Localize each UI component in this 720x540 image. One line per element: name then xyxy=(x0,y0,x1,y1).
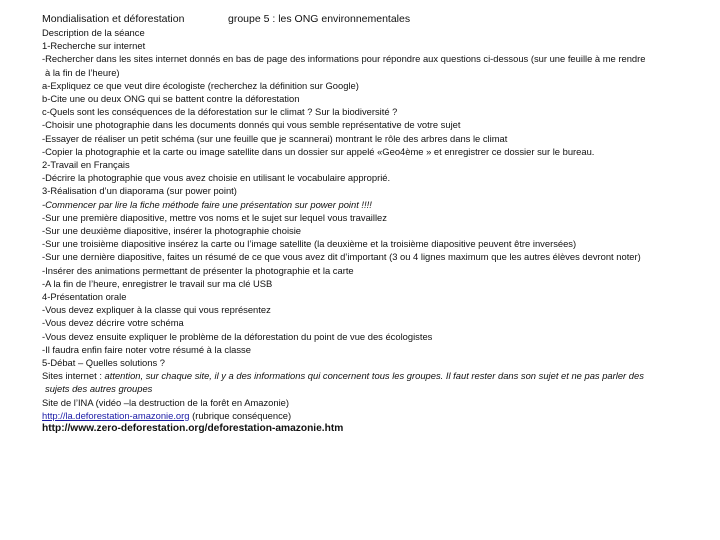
instruction-line: -Insérer des animations permettant de présenter la photographie et la carte xyxy=(42,264,354,276)
instruction-line: -Sur une deuxième diapositive, insérer la photographie choisie xyxy=(42,225,302,237)
websites-intro xyxy=(42,369,702,382)
instruction-line: -Vous devez expliquer à la classe qui vous représentez xyxy=(42,304,271,316)
question-b: b-Cite une ou deux ONG qui se battent contre la déforestation xyxy=(42,93,300,105)
instruction-line: -Sur une première diapositive, mettre vos noms et le sujet sur lequel vous travaillez xyxy=(42,211,387,223)
section-3-heading: 3-Réalisation d’un diaporama (sur power point) xyxy=(42,185,237,197)
zero-deforestation-url[interactable]: http://www.zero-deforestation.org/deforestation-amazonie.htm xyxy=(42,423,344,435)
instruction-line: -Sur une dernière diapositive, faites un résumé de ce que vous avez dit d’important (3 ou 4 lignes maximum que les autres élèves devront noter) xyxy=(42,251,641,263)
question-c: c-Quels sont les conséquences de la déforestation sur le climat ? Sur la biodiversité ? xyxy=(42,106,398,118)
section-2-heading: 2-Travail en Français xyxy=(42,159,130,171)
group-label: groupe 5 : les ONG environnementales xyxy=(228,13,411,25)
document-page xyxy=(42,12,702,436)
instruction-line: -Vous devez décrire votre schéma xyxy=(42,317,184,329)
document-title: Mondialisation et déforestation xyxy=(42,13,185,25)
instruction-line-continuation: à la fin de l’heure) xyxy=(45,66,120,78)
instruction-line: -Essayer de réaliser un petit schéma (sur une feuille que je scannerai) montrant le rôle des arbres dans le climat xyxy=(42,132,508,144)
deforestation-amazonie-link[interactable]: http://la.deforestation-amazonie.org xyxy=(42,409,190,421)
ina-site-reference: Site de l’INA (vidéo –la destruction de la forêt en Amazonie) xyxy=(42,396,290,408)
question-a: a-Expliquez ce que veut dire écologiste (recherchez la définition sur Google) xyxy=(42,79,359,91)
link-line xyxy=(42,409,702,422)
method-sheet-note: -Commencer par lire la fiche méthode faire une présentation sur power point !!!! xyxy=(42,198,372,210)
instruction-line: -Copier la photographie et la carte ou image satellite dans un dossier sur appelé «Geo4ème » et enregistrer ce dossier sur le bureau. xyxy=(42,145,595,157)
section-4-heading: 4-Présentation orale xyxy=(42,291,127,303)
instruction-line: -Décrire la photographie que vous avez choisie en utilisant le vocabulaire approprié. xyxy=(42,172,391,184)
link-annotation: (rubrique conséquence) xyxy=(189,409,292,421)
websites-label: Sites internet : xyxy=(42,370,105,382)
section-1-heading: 1-Recherche sur internet xyxy=(42,40,146,52)
instruction-line: -Choisir une photographie dans les documents donnés qui vous semble représentative de votre sujet xyxy=(42,119,461,131)
document-header xyxy=(42,12,702,26)
instruction-line: -Vous devez ensuite expliquer le problème de la déforestation du point de vue des écologistes xyxy=(42,330,433,342)
instruction-line: -Sur une troisième diapositive insérez la carte ou l’image satellite (la deuxième et la troisième diapositive peuvent être inversées) xyxy=(42,238,577,250)
session-description-heading: Description de la séance xyxy=(42,27,145,38)
instruction-line: -Il faudra enfin faire noter votre résumé à la classe xyxy=(42,343,251,355)
websites-warning-continuation: sujets des autres groupes xyxy=(45,383,153,395)
instruction-line: -A la fin de l’heure, enregistrer le travail sur ma clé USB xyxy=(42,277,273,289)
websites-warning: attention, sur chaque site, il y a des informations qui concernent tous les groupes. Il faut rester dans son sujet et ne pas parler des xyxy=(104,370,644,382)
section-5-heading: 5-Débat – Quelles solutions ? xyxy=(42,357,165,369)
instruction-line: -Rechercher dans les sites internet donnés en bas de page des informations pour répondre aux questions ci-dessous (sur une feuille à me rendre xyxy=(42,53,646,65)
